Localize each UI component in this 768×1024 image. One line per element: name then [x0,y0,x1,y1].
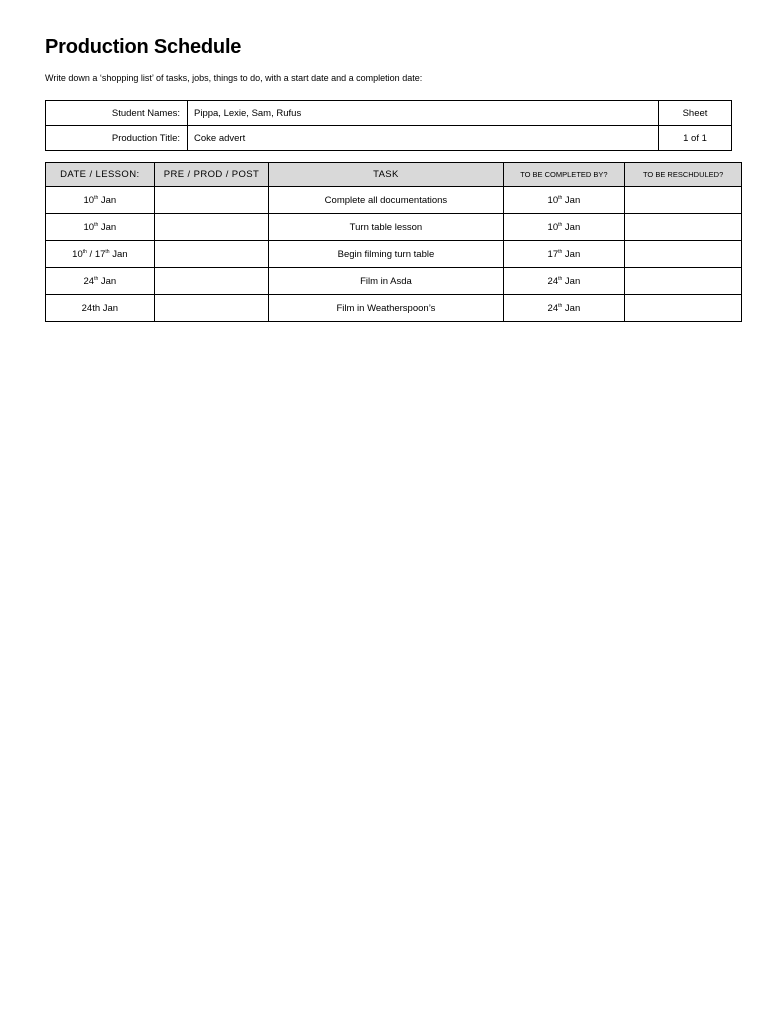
ordinal-suffix: th [105,248,110,255]
header-pre-prod-post: PRE / PROD / POST [154,163,269,187]
phase-cell [154,268,269,295]
page-title: Production Schedule [45,36,242,58]
header-completed-by: TO BE COMPLETED BY? [503,163,625,187]
production-title-value: Coke advert [188,126,659,151]
schedule-body [46,187,742,322]
rescheduled-cell [625,241,742,268]
ordinal-suffix: th [94,221,99,228]
sheet-label: Sheet [659,101,732,126]
task-cell: Complete all documentations [269,187,503,214]
ordinal-suffix: th [558,194,563,201]
ordinal-suffix: th [94,275,99,282]
phase-cell [154,295,269,322]
rescheduled-cell [625,268,742,295]
table-row [46,241,742,268]
date-cell: 10th Jan [46,187,155,214]
table-row [46,295,742,322]
task-cell: Film in Weatherspoon’s [269,295,503,322]
student-names-value: Pippa, Lexie, Sam, Rufus [188,101,659,126]
ordinal-suffix: th [558,221,563,228]
completed-by-cell: 17th Jan [503,241,625,268]
completed-by-cell: 24th Jan [503,295,625,322]
header-date-lesson: DATE / LESSON: [46,163,155,187]
date-cell: 24th Jan [46,295,155,322]
header-task: TASK [269,163,503,187]
instructions-text: Write down a ‘shopping list’ of tasks, jobs, things to do, with a start date and a completion date: [45,73,423,83]
student-names-label: Student Names: [46,101,188,126]
table-row [46,268,742,295]
rescheduled-cell [625,295,742,322]
date-cell: 10th / 17th Jan [46,241,155,268]
phase-cell [154,187,269,214]
schedule-header-row [46,163,742,187]
ordinal-suffix: th [558,248,563,255]
date-cell: 24th Jan [46,268,155,295]
student-names-row [46,101,732,126]
ordinal-suffix: th [558,275,563,282]
task-cell: Begin filming turn table [269,241,503,268]
ordinal-suffix: th [558,302,563,309]
task-cell: Film in Asda [269,268,503,295]
table-row [46,214,742,241]
table-row [46,187,742,214]
ordinal-suffix: th [94,194,99,201]
completed-by-cell: 10th Jan [503,187,625,214]
task-cell: Turn table lesson [269,214,503,241]
phase-cell [154,214,269,241]
production-title-label: Production Title: [46,126,188,151]
schedule-table [45,162,742,322]
ordinal-suffix: th [82,248,87,255]
header-rescheduled: TO BE RESCHDULED? [625,163,742,187]
completed-by-cell: 10th Jan [503,214,625,241]
production-title-row [46,126,732,151]
completed-by-cell: 24th Jan [503,268,625,295]
date-cell: 10th Jan [46,214,155,241]
rescheduled-cell [625,187,742,214]
phase-cell [154,241,269,268]
sheet-value: 1 of 1 [659,126,732,151]
rescheduled-cell [625,214,742,241]
info-table [45,100,732,151]
